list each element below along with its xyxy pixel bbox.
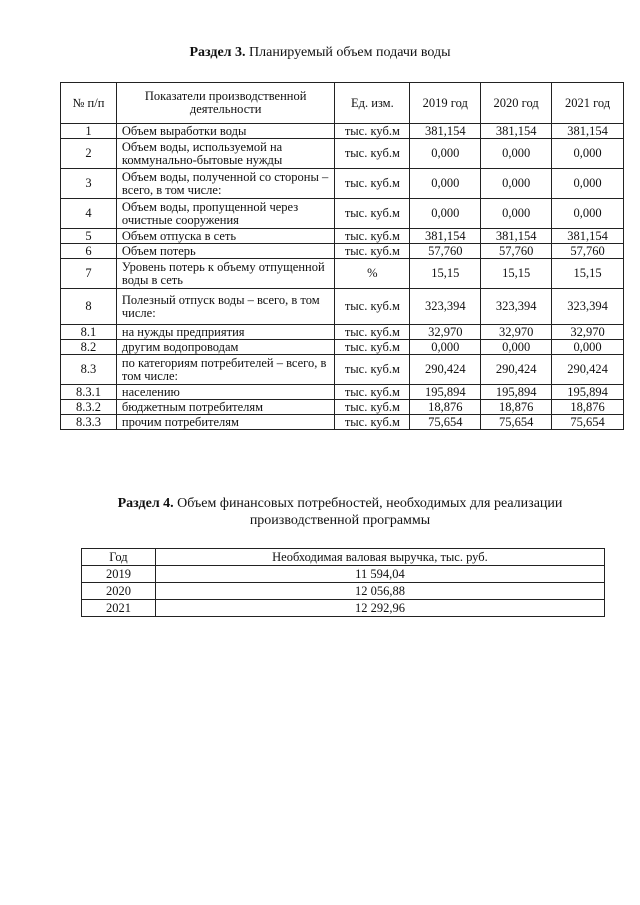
row-indicator: Полезный отпуск воды – всего, в том числе: bbox=[116, 289, 334, 325]
header-indicator: Показатели производственной деятельности bbox=[116, 83, 334, 124]
section-3-heading bbox=[0, 44, 640, 61]
row-value-2021: 15,15 bbox=[552, 259, 624, 289]
table-body bbox=[82, 566, 605, 617]
row-value-2021: 0,000 bbox=[552, 169, 624, 199]
row-indicator: Объем выработки воды bbox=[116, 124, 334, 139]
row-unit: тыс. куб.м bbox=[335, 400, 410, 415]
row-unit: тыс. куб.м bbox=[335, 340, 410, 355]
table-row bbox=[61, 139, 624, 169]
row-unit: тыс. куб.м bbox=[335, 169, 410, 199]
table-row bbox=[82, 583, 605, 600]
row-value-2019: 32,970 bbox=[410, 325, 481, 340]
header-num: № п/п bbox=[61, 83, 117, 124]
row-value-2019: 0,000 bbox=[410, 199, 481, 229]
table-row bbox=[61, 325, 624, 340]
section-4-label: Раздел 4. bbox=[117, 496, 174, 511]
row-value-2020: 32,970 bbox=[481, 325, 552, 340]
table-header-row bbox=[82, 549, 605, 566]
row-value-2021: 57,760 bbox=[552, 244, 624, 259]
row-indicator: населению bbox=[116, 385, 334, 400]
section-3-label: Раздел 3. bbox=[189, 45, 246, 60]
row-value-2019: 381,154 bbox=[410, 124, 481, 139]
row-num: 8.3.2 bbox=[61, 400, 117, 415]
header-2020: 2020 год bbox=[481, 83, 552, 124]
row-unit: тыс. куб.м bbox=[335, 244, 410, 259]
row-num: 8.1 bbox=[61, 325, 117, 340]
row-num: 8.3.3 bbox=[61, 415, 117, 430]
row-num: 7 bbox=[61, 259, 117, 289]
row-value-2020: 0,000 bbox=[481, 199, 552, 229]
row-num: 8 bbox=[61, 289, 117, 325]
row-indicator: Объем воды, полученной со стороны – всего, в том числе: bbox=[116, 169, 334, 199]
table-row bbox=[61, 229, 624, 244]
table-row bbox=[61, 259, 624, 289]
row-num: 1 bbox=[61, 124, 117, 139]
section-3-title: Планируемый объем подачи воды bbox=[249, 45, 451, 60]
table-row bbox=[61, 169, 624, 199]
row-value-2020: 15,15 bbox=[481, 259, 552, 289]
row-value-2019: 57,760 bbox=[410, 244, 481, 259]
header-revenue: Необходимая валовая выручка, тыс. руб. bbox=[155, 549, 604, 566]
table-row bbox=[61, 244, 624, 259]
header-2019: 2019 год bbox=[410, 83, 481, 124]
row-value-2020: 290,424 bbox=[481, 355, 552, 385]
row-unit: тыс. куб.м bbox=[335, 139, 410, 169]
row-year: 2020 bbox=[82, 583, 156, 600]
row-year: 2019 bbox=[82, 566, 156, 583]
row-num: 6 bbox=[61, 244, 117, 259]
row-num: 8.2 bbox=[61, 340, 117, 355]
row-indicator: Уровень потерь к объему отпущенной воды в сеть bbox=[116, 259, 334, 289]
row-value-2021: 32,970 bbox=[552, 325, 624, 340]
row-value-2019: 381,154 bbox=[410, 229, 481, 244]
row-unit: тыс. куб.м bbox=[335, 415, 410, 430]
row-unit: % bbox=[335, 259, 410, 289]
row-value-2021: 0,000 bbox=[552, 340, 624, 355]
row-value-2021: 0,000 bbox=[552, 139, 624, 169]
row-value-2020: 0,000 bbox=[481, 340, 552, 355]
row-unit: тыс. куб.м bbox=[335, 199, 410, 229]
row-num: 8.3 bbox=[61, 355, 117, 385]
row-num: 4 bbox=[61, 199, 117, 229]
header-year: Год bbox=[82, 549, 156, 566]
row-value-2020: 381,154 bbox=[481, 124, 552, 139]
row-value-2021: 381,154 bbox=[552, 229, 624, 244]
row-value-2021: 0,000 bbox=[552, 199, 624, 229]
row-value-2019: 75,654 bbox=[410, 415, 481, 430]
table-row bbox=[61, 340, 624, 355]
row-value-2019: 0,000 bbox=[410, 139, 481, 169]
row-value-2020: 0,000 bbox=[481, 139, 552, 169]
row-indicator: прочим потребителям bbox=[116, 415, 334, 430]
row-indicator: Объем потерь bbox=[116, 244, 334, 259]
row-revenue: 11 594,04 bbox=[155, 566, 604, 583]
row-value-2019: 290,424 bbox=[410, 355, 481, 385]
row-value-2019: 323,394 bbox=[410, 289, 481, 325]
row-unit: тыс. куб.м bbox=[335, 229, 410, 244]
table-row bbox=[61, 124, 624, 139]
row-value-2021: 290,424 bbox=[552, 355, 624, 385]
section-4-title: Объем финансовых потребностей, необходимых для реализации производственной программы bbox=[177, 496, 563, 528]
row-indicator: Объем воды, используемой на коммунально-бытовые нужды bbox=[116, 139, 334, 169]
table-row bbox=[61, 400, 624, 415]
row-unit: тыс. куб.м bbox=[335, 289, 410, 325]
row-num: 5 bbox=[61, 229, 117, 244]
row-unit: тыс. куб.м bbox=[335, 124, 410, 139]
row-indicator: бюджетным потребителям bbox=[116, 400, 334, 415]
row-revenue: 12 292,96 bbox=[155, 600, 604, 617]
row-value-2020: 323,394 bbox=[481, 289, 552, 325]
row-value-2019: 18,876 bbox=[410, 400, 481, 415]
header-2021: 2021 год bbox=[552, 83, 624, 124]
row-num: 2 bbox=[61, 139, 117, 169]
row-value-2020: 195,894 bbox=[481, 385, 552, 400]
row-num: 8.3.1 bbox=[61, 385, 117, 400]
row-indicator: по категориям потребителей – всего, в том числе: bbox=[116, 355, 334, 385]
row-unit: тыс. куб.м bbox=[335, 385, 410, 400]
row-value-2020: 18,876 bbox=[481, 400, 552, 415]
row-indicator: на нужды предприятия bbox=[116, 325, 334, 340]
table-header-row bbox=[61, 83, 624, 124]
row-value-2021: 18,876 bbox=[552, 400, 624, 415]
table-body bbox=[61, 124, 624, 430]
row-revenue: 12 056,88 bbox=[155, 583, 604, 600]
row-unit: тыс. куб.м bbox=[335, 325, 410, 340]
row-value-2020: 0,000 bbox=[481, 169, 552, 199]
row-indicator: другим водопроводам bbox=[116, 340, 334, 355]
row-indicator: Объем отпуска в сеть bbox=[116, 229, 334, 244]
water-supply-table bbox=[60, 82, 624, 430]
table-row bbox=[82, 566, 605, 583]
row-value-2019: 195,894 bbox=[410, 385, 481, 400]
section-4-heading bbox=[80, 495, 600, 529]
row-value-2019: 15,15 bbox=[410, 259, 481, 289]
row-value-2020: 381,154 bbox=[481, 229, 552, 244]
row-year: 2021 bbox=[82, 600, 156, 617]
row-value-2021: 195,894 bbox=[552, 385, 624, 400]
row-value-2021: 75,654 bbox=[552, 415, 624, 430]
table-row bbox=[82, 600, 605, 617]
row-value-2020: 57,760 bbox=[481, 244, 552, 259]
table-row bbox=[61, 199, 624, 229]
table-row bbox=[61, 289, 624, 325]
row-indicator: Объем воды, пропущенной через очистные сооружения bbox=[116, 199, 334, 229]
row-value-2020: 75,654 bbox=[481, 415, 552, 430]
row-value-2021: 381,154 bbox=[552, 124, 624, 139]
row-unit: тыс. куб.м bbox=[335, 355, 410, 385]
row-value-2021: 323,394 bbox=[552, 289, 624, 325]
financial-needs-table bbox=[81, 548, 605, 617]
table-row bbox=[61, 415, 624, 430]
table-row bbox=[61, 385, 624, 400]
row-num: 3 bbox=[61, 169, 117, 199]
row-value-2019: 0,000 bbox=[410, 340, 481, 355]
table-row bbox=[61, 355, 624, 385]
header-unit: Ед. изм. bbox=[335, 83, 410, 124]
row-value-2019: 0,000 bbox=[410, 169, 481, 199]
